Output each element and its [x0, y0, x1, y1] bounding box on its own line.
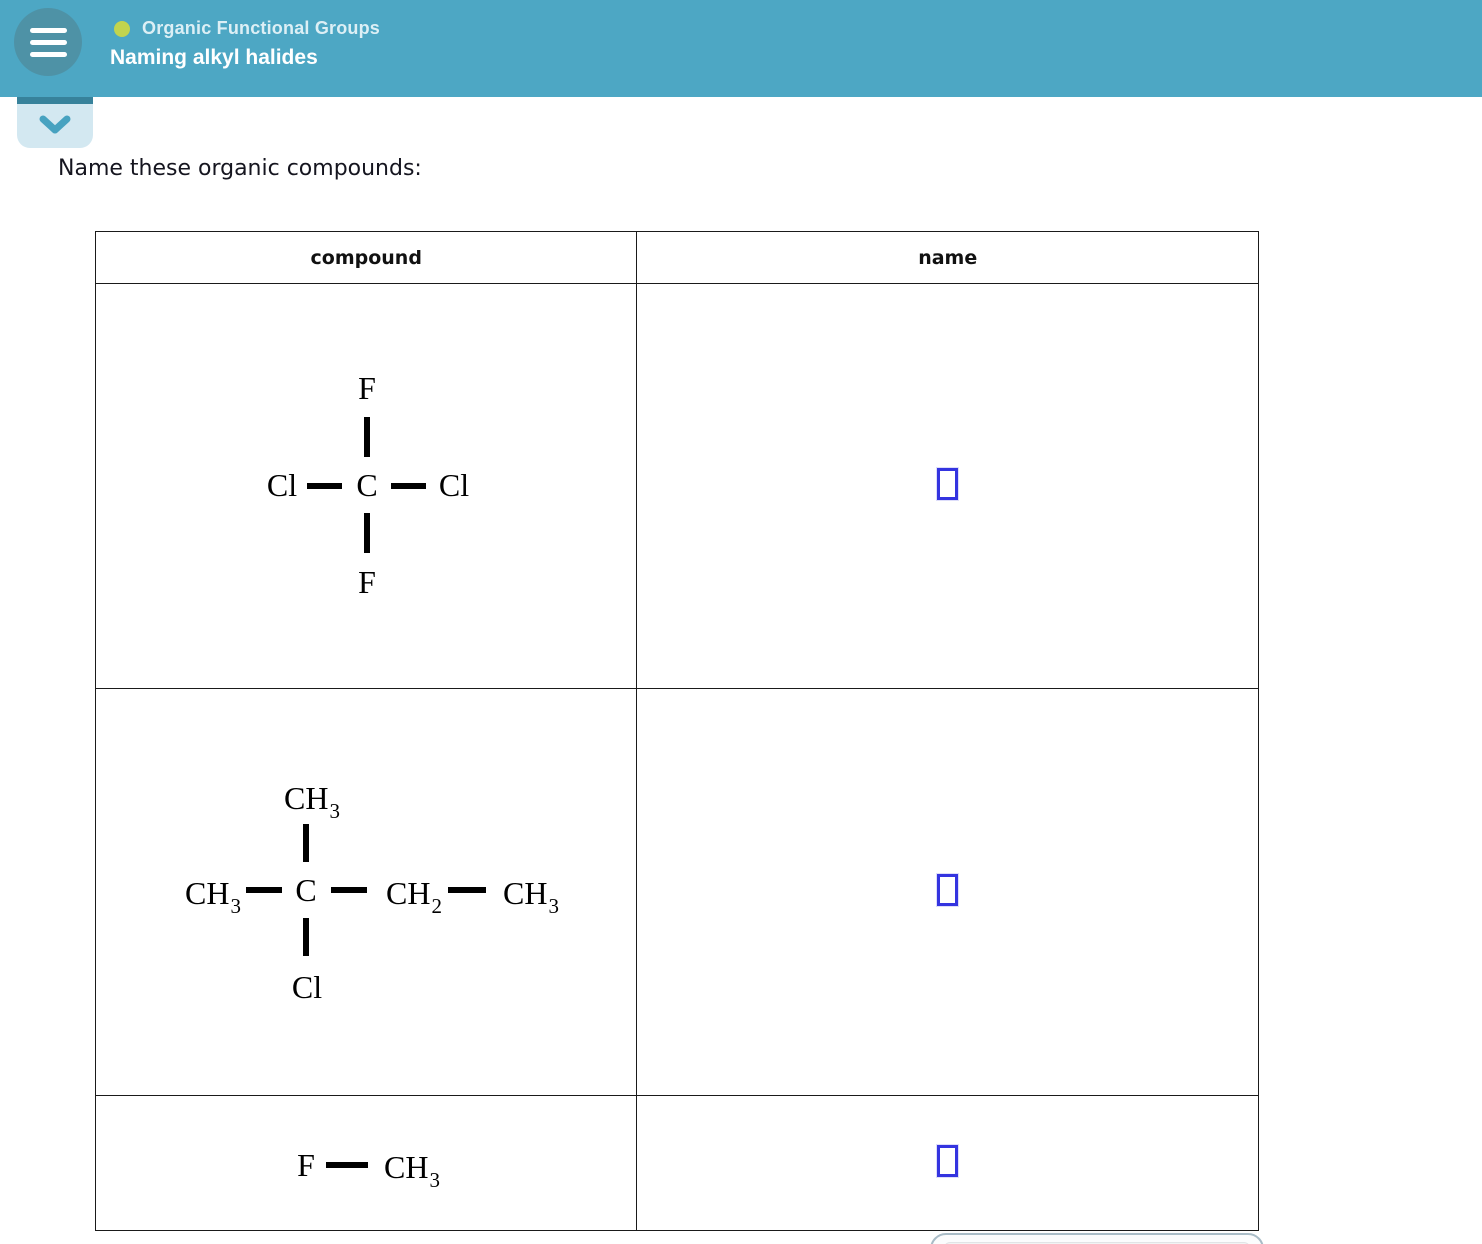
bond-line [391, 483, 426, 489]
chevron-down-icon [38, 114, 72, 136]
atom-subscript: 3 [548, 894, 559, 918]
table-row [96, 1096, 1259, 1231]
atom-label: Cl [266, 467, 298, 503]
bond-line [364, 513, 370, 553]
structure-drawing-2 [96, 689, 636, 1095]
hamburger-icon [14, 28, 82, 57]
compound-cell-1 [96, 284, 637, 689]
tab-strip [17, 97, 93, 104]
atom-label: Cl [438, 467, 470, 503]
atom-label: F [358, 564, 376, 600]
col-header-name: name [637, 232, 1259, 284]
collapse-question-tab[interactable] [17, 97, 93, 148]
table-header-row [96, 232, 1259, 284]
atom-label: $CH_3$ [185, 875, 241, 918]
name-cell-2 [637, 689, 1259, 1096]
compound-cell-3 [96, 1096, 637, 1231]
answer-input-box[interactable] [937, 1145, 958, 1177]
bond-line [303, 824, 309, 862]
answer-input-box[interactable] [937, 874, 958, 906]
atom-label: F [358, 370, 376, 406]
atom-subscript: 3 [230, 894, 241, 918]
topic-label: Organic Functional Groups [142, 18, 381, 38]
topic-dot-icon [114, 21, 130, 37]
bond-line [326, 1162, 368, 1168]
atom-label: $CH_3$ [284, 780, 340, 823]
atom-label: $CH_2$ [386, 875, 442, 918]
atom-subscript: 2 [431, 894, 442, 918]
name-cell-3 [637, 1096, 1259, 1231]
bond-line [448, 887, 486, 893]
atom-label: C [356, 467, 378, 503]
hamburger-menu-button[interactable] [14, 8, 82, 76]
bond-line [364, 417, 370, 457]
structure-drawing-1 [96, 284, 636, 688]
bond-line [307, 483, 342, 489]
bond-line [303, 918, 309, 956]
atom-label: $CH_3$ [503, 875, 559, 918]
answer-input-box[interactable] [937, 468, 958, 500]
table-row [96, 689, 1259, 1096]
col-header-compound: compound [96, 232, 637, 284]
structure-drawing-3 [96, 1096, 636, 1230]
atom-label: Cl [291, 969, 323, 1005]
lesson-title: Naming alkyl halides [110, 46, 318, 69]
atom-label: F [297, 1147, 315, 1183]
topic-row [114, 18, 380, 39]
compounds-table [95, 231, 1259, 1231]
atom-label: C [295, 872, 317, 908]
name-cell-1 [637, 284, 1259, 689]
atom-subscript: 3 [329, 799, 340, 823]
answer-toolbar-popup[interactable] [930, 1233, 1264, 1244]
app-header [0, 0, 1482, 97]
question-text: Name these organic compounds: [58, 156, 422, 181]
bond-line [246, 887, 282, 893]
compound-cell-2 [96, 689, 637, 1096]
atom-subscript: 3 [429, 1168, 440, 1192]
table-row [96, 284, 1259, 689]
bond-line [331, 887, 367, 893]
atom-label: $CH_3$ [384, 1149, 440, 1192]
